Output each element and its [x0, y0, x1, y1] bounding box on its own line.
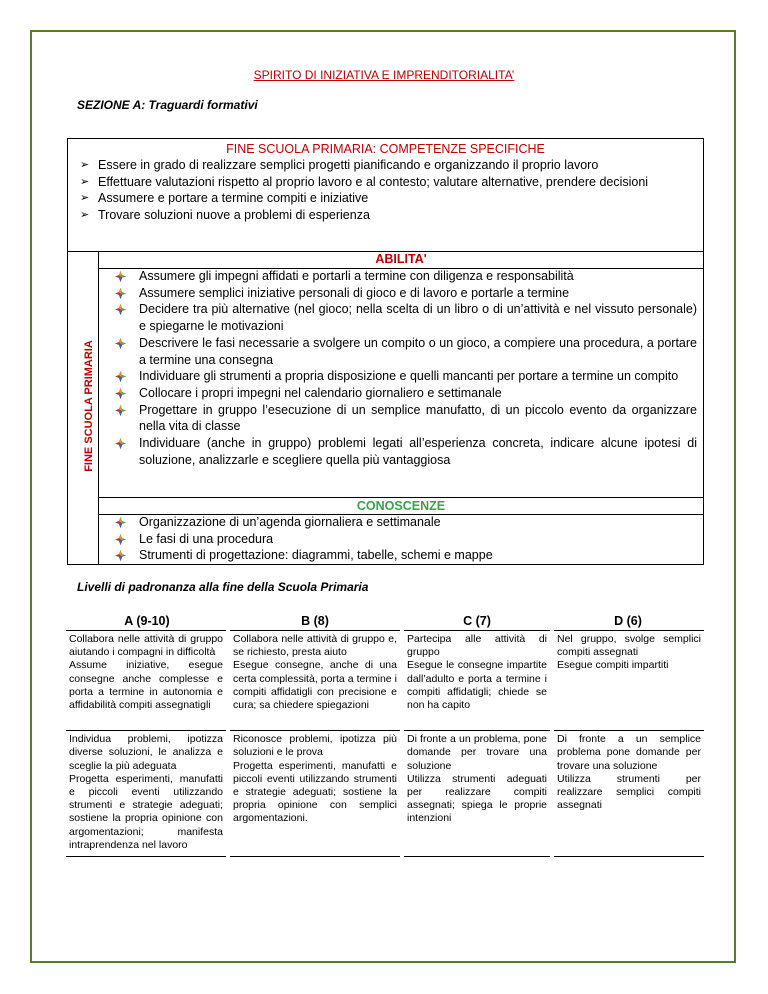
abilita-item: Individuare gli strumenti a propria disposizione e quelli mancanti per portare a termine un compito: [99, 368, 703, 385]
colored-bullet-icon: [115, 550, 126, 561]
colored-bullet-icon: [115, 271, 126, 282]
competenze-item: ➢ Essere in grado di realizzare semplici progetti pianificando e organizzando il proprio lavoro: [80, 158, 599, 172]
levels-title: Livelli di padronanza alla fine della Scuola Primaria: [77, 580, 369, 594]
abilita-list: [99, 268, 703, 468]
level-cell: Individua problemi, ipotizza diverse soluzioni, le analizza e sceglie la più adeguata Progetta esperimenti, manufatti e piccoli eventi utilizzando strumenti e strategie adeguati; sostiene la propria opinione con argomentazioni; manifesta intraprendenza nel lavoro: [66, 731, 228, 857]
level-cell: Collabora nelle attività di gruppo e, se richiesto, presta aiuto Esegue consegne, anche di una certa complessità, porta a termine i compiti affidatigli con precisione e cura; sa chiedere spiegazioni: [228, 631, 402, 731]
abilita-item: Assumere semplici iniziative personali di gioco e di lavoro e portarle a termine: [99, 285, 703, 302]
arrow-bullet-icon: ➢: [80, 192, 90, 204]
colored-bullet-icon: [115, 288, 126, 299]
competenze-list: [80, 157, 690, 223]
level-header-c: C (7): [402, 612, 552, 631]
table-row: [66, 731, 704, 857]
abilita-item: Descrivere le fasi necessarie a svolgere un compito o un gioco, a compiere una procedura, a portare a termine una consegna: [99, 335, 703, 368]
colored-bullet-icon: [115, 304, 126, 315]
conoscenze-item: Organizzazione di un’agenda giornaliera e settimanale: [99, 514, 703, 531]
colored-bullet-icon: [115, 534, 126, 545]
level-header-b: B (8): [228, 612, 402, 631]
arrow-bullet-icon: ➢: [80, 175, 90, 188]
colored-bullet-icon: [115, 388, 126, 399]
conoscenze-list: [99, 514, 703, 564]
level-cell: Partecipa alle attività di gruppo Esegue le consegne impartite dall’adulto e porta a termine i compiti affidatigli; chiede se non ha capito: [402, 631, 552, 731]
abilita-item: Progettare in gruppo l’esecuzione di un semplice manufatto, di un piccolo evento da organizzare nella vita di classe: [99, 402, 703, 435]
abilita-item: Decidere tra più alternative (nel gioco; nella scelta di un libro o di un’attività e nel vissuto personale) e spiegarne le motivazioni: [99, 301, 703, 334]
competenze-box: [68, 139, 703, 252]
level-cell: Collabora nelle attività di gruppo aiutando i compagni in difficoltà Assume iniziative, esegue consegne anche complesse e porta a termine in autonomia e affidabilità compiti assegnatigli: [66, 631, 228, 731]
level-cell: Di fronte a un problema, pone domande per trovare una soluzione Utilizza strumenti adeguati per realizzare compiti assegnati; spiega le proprie intenzioni: [402, 731, 552, 857]
competenze-table: [67, 138, 704, 565]
table-row: [66, 631, 704, 731]
level-cell: Riconosce problemi, ipotizza più soluzioni e le prova Progetta esperimenti, manufatti e piccoli eventi utilizzando strumenti e strategie adeguati; sostiene la propria opinione con semplici argomentazioni.: [228, 731, 402, 857]
arrow-bullet-icon: ➢: [80, 208, 90, 221]
competenze-item: ➢ Trovare soluzioni nuove a problemi di esperienza: [80, 207, 370, 222]
levels-table: [66, 612, 704, 857]
arrow-bullet-icon: ➢: [80, 159, 90, 171]
level-header-d: D (6): [552, 612, 704, 631]
section-a-heading: SEZIONE A: Traguardi formativi: [77, 98, 258, 112]
conoscenze-item: Le fasi di una procedura: [99, 531, 703, 548]
competenze-item: ➢ Effettuare valutazioni rispetto al proprio lavoro e al contesto; valutare alternative, prendere decisioni: [80, 174, 649, 189]
abilita-item: Individuare (anche in gruppo) problemi legati all’esperienza concreta, indicare alcune ipotesi di soluzione, analizzarle e scegliere quella più vantaggiosa: [99, 435, 703, 468]
competenze-title: FINE SCUOLA PRIMARIA: COMPETENZE SPECIFICHE: [226, 142, 545, 156]
colored-bullet-icon: [115, 405, 126, 416]
level-cell: Nel gruppo, svolge semplici compiti assegnati Esegue compiti impartiti: [552, 631, 704, 731]
conoscenze-title: CONOSCENZE: [99, 497, 703, 515]
abilita-title: ABILITA': [99, 251, 703, 269]
document-title: SPIRITO DI INIZIATIVA E IMPRENDITORIALITA’: [253, 68, 515, 82]
colored-bullet-icon: [115, 438, 126, 449]
level-header-a: A (9-10): [66, 612, 228, 631]
conoscenze-item: Strumenti di progettazione: diagrammi, tabelle, schemi e mappe: [99, 547, 703, 564]
side-label: FINE SCUOLA PRIMARIA: [83, 340, 95, 472]
level-cell: Di fronte a un semplice problema pone domande per trovare una soluzione Utilizza strumenti per realizzare semplici compiti assegnati: [552, 731, 704, 857]
abilita-item: Assumere gli impegni affidati e portarli a termine con diligenza e responsabilità: [99, 268, 703, 285]
colored-bullet-icon: [115, 517, 126, 528]
competenze-item: ➢ Assumere e portare a termine compiti e iniziative: [80, 191, 369, 205]
colored-bullet-icon: [115, 338, 126, 349]
colored-bullet-icon: [115, 371, 126, 382]
abilita-item: Collocare i propri impegni nel calendario giornaliero e settimanale: [99, 385, 703, 402]
side-label-column: [68, 251, 99, 564]
